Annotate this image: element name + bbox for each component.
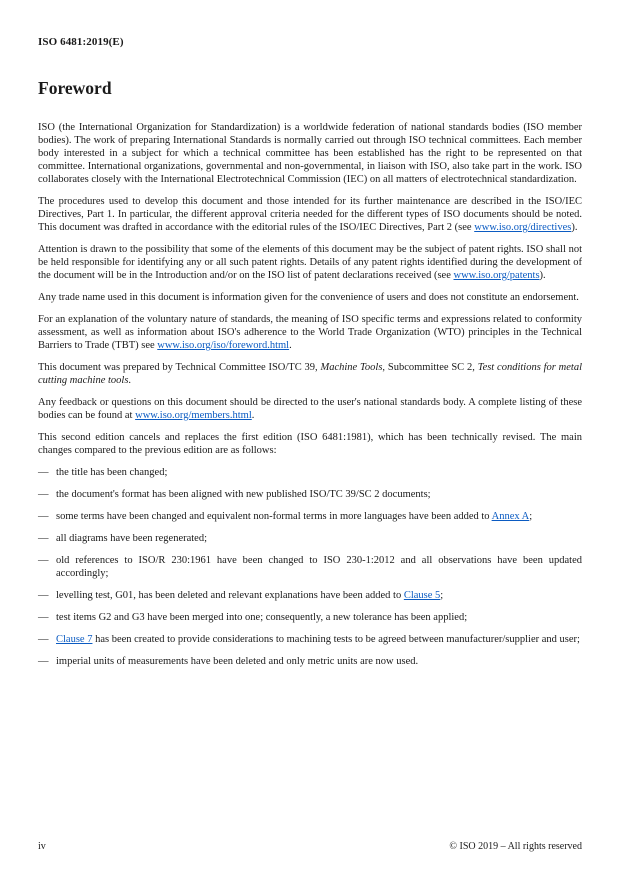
- text-run: some terms have been changed and equivalent non-formal terms in more languages have been added to: [56, 511, 492, 522]
- text-run: ).: [571, 222, 578, 233]
- inline-link[interactable]: www.iso.org/iso/foreword.html: [157, 340, 290, 351]
- bullet-text: [56, 532, 582, 545]
- page-number: iv: [38, 841, 46, 852]
- text-run: has been created to provide considerations to machining tests to be agreed between manufacturer/supplier and user;: [92, 634, 580, 645]
- bullet-dash: —: [38, 555, 49, 566]
- list-item: [38, 554, 582, 580]
- document-body: [38, 121, 582, 668]
- text-run: levelling test, G01, has been deleted and relevant explanations have been added to: [56, 590, 404, 601]
- text-run: Any trade name used in this document is information given for the convenience of users and does not constitute an endorsement.: [38, 292, 579, 303]
- paragraph: [38, 431, 582, 457]
- text-run: , Subcommittee SC 2,: [382, 362, 478, 373]
- list-item: [38, 655, 582, 668]
- bullet-dash: —: [38, 612, 49, 623]
- bullet-dash: —: [38, 634, 49, 645]
- paragraph: [38, 313, 582, 352]
- bullet-text: [56, 466, 582, 479]
- inline-link[interactable]: Clause 7: [56, 634, 93, 645]
- paragraph: [38, 396, 582, 422]
- text-run: test items G2 and G3 have been merged into one; consequently, a new tolerance has been applied;: [56, 612, 468, 623]
- document-header: ISO 6481:2019(E): [38, 36, 124, 48]
- bullet-text: [56, 589, 582, 602]
- text-run: ).: [539, 270, 546, 281]
- bullet-text: [56, 633, 582, 646]
- inline-link[interactable]: www.iso.org/directives: [474, 222, 572, 233]
- bullet-text: [56, 488, 582, 501]
- list-item: [38, 633, 582, 646]
- paragraph: [38, 291, 582, 304]
- text-run: ;: [440, 590, 444, 601]
- text-run: all diagrams have been regenerated;: [56, 533, 208, 544]
- inline-link[interactable]: www.iso.org/members.html: [135, 410, 252, 421]
- bullet-text: [56, 655, 582, 668]
- text-run: This second edition cancels and replaces the first edition (ISO 6481:1981), which has been technically revised. The main changes compared to the previous edition are as follows:: [38, 432, 582, 456]
- inline-link[interactable]: Annex A: [491, 511, 530, 522]
- text-run: This document was prepared by Technical Committee ISO/TC 39,: [38, 362, 321, 373]
- bullet-dash: —: [38, 467, 49, 478]
- text-run: .: [128, 375, 132, 386]
- inline-link[interactable]: www.iso.org/patents: [453, 270, 540, 281]
- list-item: [38, 611, 582, 624]
- italic-text: Test conditions for metal cutting machine tools: [38, 362, 583, 386]
- text-run: .: [289, 340, 292, 351]
- text-run: the title has been changed;: [56, 467, 168, 478]
- list-item: [38, 466, 582, 479]
- text-run: Attention is drawn to the possibility that some of the elements of this document may be the subject of patent rights. ISO shall not be held responsible for identifying any or all such patent rights. Details of any patent rights identified during the development of the document will be in the Introduction and/or on the ISO list of patent declarations received (see: [38, 244, 582, 281]
- italic-text: Machine Tools: [320, 362, 383, 373]
- list-item: [38, 510, 582, 523]
- document-footer: [38, 841, 582, 852]
- text-run: .: [251, 410, 255, 421]
- list-item: [38, 488, 582, 501]
- text-run: ;: [529, 511, 533, 522]
- list-item: [38, 532, 582, 545]
- section-title: Foreword: [38, 78, 112, 98]
- text-run: imperial units of measurements have been deleted and only metric units are now used.: [56, 656, 419, 667]
- text-run: old references to ISO/R 230:1961 have been changed to ISO 230-1:2012 and all observations have been updated accordingly;: [56, 555, 582, 579]
- text-run: ISO (the International Organization for Standardization) is a worldwide federation of national standards bodies (ISO member bodies). The work of preparing International Standards is normally carried out through ISO technical committees. Each member body interested in a subject for which a technical committee has been established has the right to be represented on that committee. International organizations, governmental and non-governmental, in liaison with ISO, also take part in the work. ISO collaborates closely with the International Electrotechnical Commission (IEC) on all matters of electrotechnical standardization.: [38, 122, 582, 185]
- bullet-text: [56, 611, 582, 624]
- paragraph: [38, 243, 582, 282]
- text-run: Any feedback or questions on this document should be directed to the user's national standards body. A complete listing of these bodies can be found at: [38, 397, 582, 421]
- paragraph: [38, 121, 582, 186]
- text-run: The procedures used to develop this document and those intended for its further maintenance are described in the ISO/IEC Directives, Part 1. In particular, the different approval criteria needed for the different types of ISO documents should be noted. This document was drafted in accordance with the editorial rules of the ISO/IEC Directives, Part 2 (see: [38, 196, 582, 233]
- bullet-dash: —: [38, 489, 49, 500]
- text-run: For an explanation of the voluntary nature of standards, the meaning of ISO specific terms and expressions related to conformity assessment, as well as information about ISO's adherence to the World Trade Organization (WTO) principles in the Technical Barriers to Trade (TBT) see: [38, 314, 582, 351]
- bullet-dash: —: [38, 590, 49, 601]
- bullet-text: [56, 510, 582, 523]
- paragraph: [38, 361, 582, 387]
- bullet-dash: —: [38, 511, 49, 522]
- list-item: [38, 589, 582, 602]
- text-run: the document's format has been aligned with new published ISO/TC 39/SC 2 documents;: [56, 489, 431, 500]
- inline-link[interactable]: Clause 5: [403, 590, 441, 601]
- bullet-text: [56, 554, 582, 580]
- copyright-notice: © ISO 2019 – All rights reserved: [449, 841, 582, 852]
- bullet-dash: —: [38, 533, 49, 544]
- bullet-dash: —: [38, 656, 49, 667]
- paragraph: [38, 195, 582, 234]
